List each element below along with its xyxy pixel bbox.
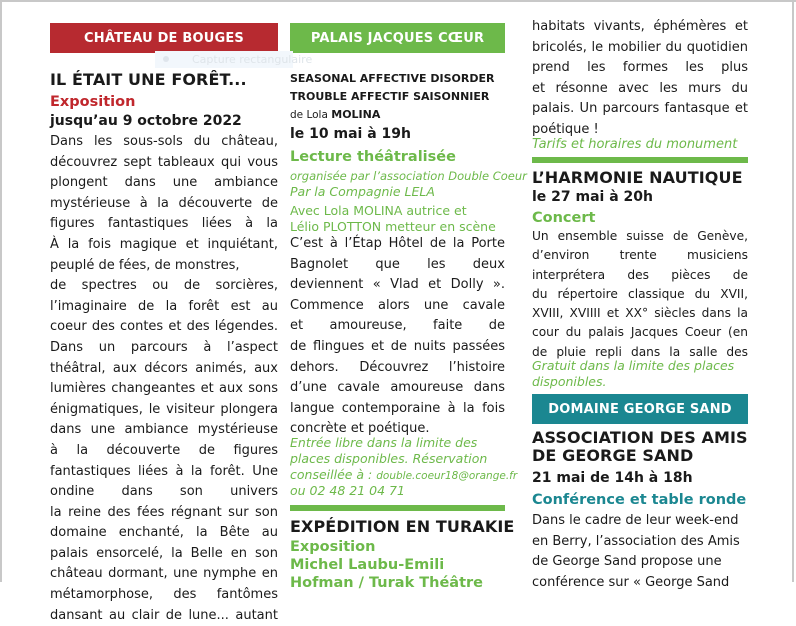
- text-line: énigmatiques, le visiteur plongera: [50, 401, 278, 417]
- event-cast-line1: Avec Lola MOLINA autrice et: [290, 203, 467, 218]
- event-title-expedition: EXPÉDITION EN TURAKIE: [290, 517, 515, 536]
- event-author: [290, 104, 380, 126]
- event-organizer: organisée par l’association Double Coeur: [290, 169, 527, 183]
- event-description: [290, 234, 505, 440]
- event-category-3: Conférence et table ronde: [532, 492, 747, 508]
- text-line: À la fois magique et inquiétant,: [50, 236, 278, 252]
- venue-header-chateau-de-bouges: CHÂTEAU DE BOUGES: [50, 23, 278, 53]
- text-line: dans une ambiance mystérieuse: [50, 422, 278, 438]
- text-line: lumières changeantes et aux sons: [50, 381, 278, 397]
- text-line: plongent dans une ambiance: [50, 175, 278, 191]
- text-line: château dormant, une nymphe en: [50, 566, 278, 582]
- event-artist: Michel Laubu-Emili: [290, 557, 445, 573]
- text-line: métamorphose, des fantômes: [50, 587, 278, 603]
- text-line: d’une cavale amoureuse dans: [290, 380, 505, 396]
- reservation-info-line3: [290, 467, 517, 484]
- event-cast-line2: Lélio PLOTTON metteur en scène: [290, 219, 496, 234]
- event-description-3: [532, 511, 748, 593]
- text-line: mystérieuse à la découverte de: [50, 195, 278, 211]
- tooltip-label: Capture rectangulaire: [192, 53, 313, 66]
- text-line: Dans un parcours à l’aspect: [50, 339, 278, 355]
- text-line: palais ensorcelé, la Belle en son: [50, 545, 278, 561]
- capture-tooltip: [155, 51, 313, 68]
- event-date-3: 21 mai de 14h à 18h: [532, 470, 693, 486]
- text-line: XVIII, XVIIII et XX° siècles dans la: [532, 306, 748, 321]
- event-artist-cut: Hofman / Turak Théâtre: [290, 575, 484, 591]
- text-line: théâtral, aux décors animés, aux: [50, 360, 278, 376]
- text-line: conférence sur « George Sand: [532, 574, 730, 590]
- event-title-harmonie: L’HARMONIE NAUTIQUE: [532, 168, 743, 187]
- reservation-phone: ou 02 48 21 04 71: [290, 483, 405, 498]
- text-line: dehors. Découvrez l’histoire: [290, 359, 505, 375]
- text-line: Dans les sous-sols du château,: [50, 134, 278, 149]
- event-category-2: Exposition: [290, 539, 376, 555]
- event-title-line1: SEASONAL AFFECTIVE DISORDER: [290, 72, 495, 85]
- text-line: deviennent « Vlad et Dolly ».: [290, 277, 505, 293]
- text-line: Commence alors une cavale: [290, 297, 505, 313]
- section-divider: [532, 157, 748, 163]
- event-title-line1: ASSOCIATION DES AMIS: [532, 428, 748, 447]
- text-line: ondine dans son univers: [50, 484, 278, 500]
- text-line: en Berry, l’association des Amis: [532, 533, 740, 549]
- reservation-info-line1: Entrée libre dans la limite des: [290, 435, 478, 450]
- venue-header-domaine-george-sand: DOMAINE GEORGE SAND: [532, 394, 748, 424]
- event-category: Lecture théâtralisée: [290, 149, 456, 165]
- text-line: de spectres ou de sorcières,: [50, 278, 278, 294]
- text-line: Dans le cadre de leur week-end: [532, 513, 739, 528]
- event-category-2: Concert: [532, 210, 596, 226]
- text-line: palais. Un parcours fantasque et: [532, 101, 748, 117]
- section-divider: [290, 505, 505, 511]
- event-description: [50, 132, 278, 626]
- tarifs-link[interactable]: Tarifs et horaires du monument: [532, 137, 738, 152]
- text-line: et résonne avec les murs du: [532, 80, 748, 96]
- text-line: d’environ trente musiciens: [532, 248, 748, 263]
- text-line: dansant au clair de lune... autant: [50, 607, 278, 623]
- text-line: de George Sand propose une: [532, 554, 722, 570]
- text-line: fantastiques liées à la forêt. Une: [50, 463, 278, 479]
- text-line: Bagnolet que les deux: [290, 256, 505, 272]
- text-line: et amoureuse, faite de: [290, 318, 505, 334]
- event-title-line2: TROUBLE AFFECTIF SAISONNIER: [290, 90, 490, 103]
- text-line: concrète et poétique.: [290, 421, 430, 437]
- free-entry-line1: Gratuit dans la limite des places: [532, 358, 735, 373]
- text-line: cour du palais Jacques Coeur (en: [532, 325, 748, 340]
- text-line: coeur des contes et des légendes.: [50, 319, 278, 335]
- text-line: découvrez sept tableaux qui vous: [50, 154, 278, 170]
- event-title-foret: IL ÉTAIT UNE FORÊT...: [50, 70, 247, 89]
- event-category: Exposition: [50, 94, 136, 110]
- text-line: de pluie repli dans la salle des: [532, 344, 748, 359]
- text-line: figures fantastiques liées à la: [50, 216, 278, 232]
- reservation-prefix: conseillée à :: [290, 467, 377, 482]
- text-line: domaine enchanté, la Bête au: [50, 525, 278, 541]
- event-company: Par la Compagnie LELA: [290, 184, 435, 199]
- author-name: MOLINA: [331, 108, 381, 121]
- text-line: de flingues et de nuits passées: [290, 338, 505, 354]
- text-line: à la découverte de figures: [50, 442, 278, 458]
- text-line: poétique !: [532, 121, 599, 137]
- text-line: interprétera des pièces de: [532, 267, 748, 282]
- text-line: l’imaginaire de la forêt est au: [50, 298, 278, 314]
- event-date-2: le 27 mai à 20h: [532, 189, 654, 205]
- text-line: habitats vivants, éphémères et: [532, 19, 748, 34]
- bullet-icon: [163, 56, 169, 62]
- author-prefix: de Lola: [290, 109, 332, 121]
- text-line: du répertoire classique du XVII,: [532, 286, 748, 301]
- event-description-2: [532, 227, 748, 362]
- reservation-email-link[interactable]: double.coeur18@orange.fr: [376, 470, 518, 482]
- text-line: langue contemporaine à la fois: [290, 400, 505, 416]
- window-border-top: [0, 0, 796, 2]
- free-entry-line2: disponibles.: [532, 374, 607, 389]
- event-description-continued: [532, 17, 748, 141]
- text-line: prend les formes les plus: [532, 60, 748, 76]
- reservation-info-line2: places disponibles. Réservation: [290, 451, 488, 466]
- text-line: peuplé de fées, de monstres,: [50, 257, 240, 273]
- text-line: bricolés, le mobilier du quotidien: [532, 39, 748, 55]
- window-border-right: [792, 0, 794, 582]
- text-line: Un ensemble suisse de Genève,: [532, 229, 748, 243]
- event-date: le 10 mai à 19h: [290, 126, 412, 142]
- text-line: C’est à l’Étap Hôtel de la Porte: [290, 236, 505, 251]
- event-title-line2: DE GEORGE SAND: [532, 446, 694, 465]
- event-date: jusqu’au 9 octobre 2022: [50, 113, 242, 129]
- venue-header-palais-jacques-coeur: PALAIS JACQUES CŒUR: [290, 23, 505, 53]
- window-border-left: [0, 0, 2, 582]
- text-line: la reine des fées régnant sur son: [50, 504, 278, 520]
